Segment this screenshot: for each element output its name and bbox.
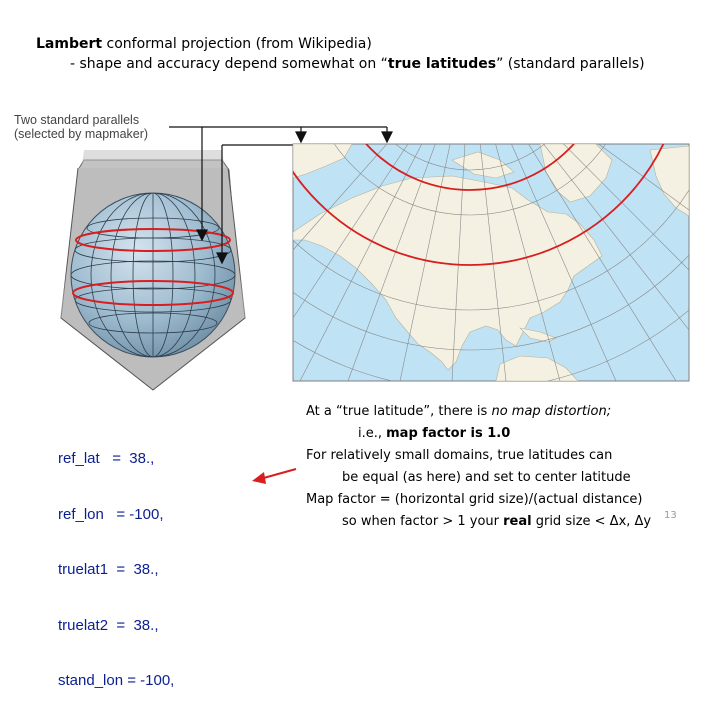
arrow-head-icon [382,132,392,142]
note-text: i.e., [358,426,387,441]
title-line-1 [36,34,645,54]
explanation-notes [306,401,706,533]
note-bold: real [503,514,532,529]
namelist-line: ref_lon = -100, [58,505,164,523]
note-text: At a “true latitude”, there is [306,404,492,419]
title-line-2-post: ” (standard parallels) [496,56,645,72]
note-line-3: For relatively small domains, true latitudes can [306,448,613,463]
note-line-5: Map factor = (horizontal grid size)/(actual distance) [306,492,643,507]
namelist-line: ref_lat = 38., [58,450,155,467]
note-text: grid size < Δx, Δy [531,514,652,529]
namelist-settings [58,413,174,709]
note-bold: map factor is 1.0 [386,426,511,441]
namelist-line: truelat2 = 38., [58,616,159,634]
title-line-1-rest: conformal projection (from Wikipedia) [102,36,372,52]
red-arrow-icon [252,469,296,484]
globe-illustration [71,193,235,357]
namelist-line: truelat1 = 38., [58,561,159,578]
title-line-2-bold: true latitudes [387,56,497,72]
note-line-4: be equal (as here) and set to center latitude [342,470,631,485]
title-line-2 [36,54,645,74]
note-line-1 [306,401,706,423]
note-text: so when factor > 1 your [342,514,504,529]
note-emphasis: no map distortion; [491,404,612,419]
legend-line-1: Two standard parallels [14,113,140,127]
title-keyword: Lambert [36,36,103,52]
legend-line-2: (selected by mapmaker) [14,127,149,141]
title-line-2-pre: - shape and accuracy depend somewhat on “ [70,56,388,72]
diagram-legend [14,113,148,141]
note-line-6 [306,511,706,533]
slide-title [36,34,645,74]
arrow-head-icon [296,132,306,142]
namelist-line: stand_lon = -100, [58,672,175,689]
slide-number: 13 [664,510,677,521]
note-line-2 [306,423,706,445]
